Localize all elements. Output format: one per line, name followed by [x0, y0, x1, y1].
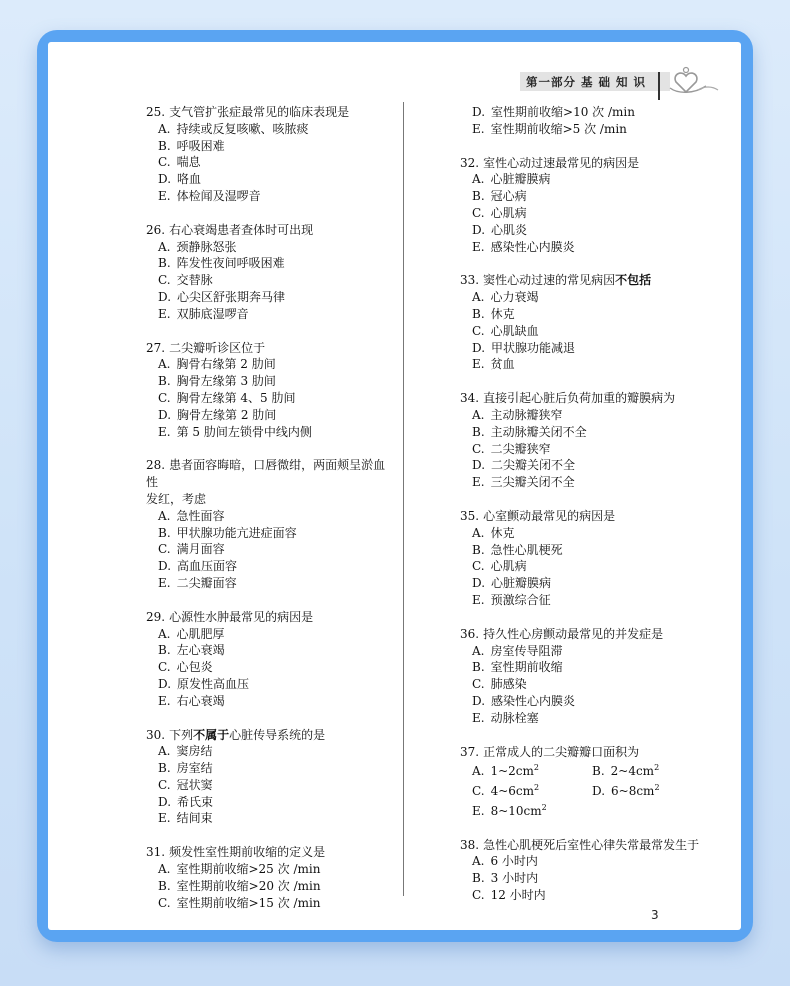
left-column [146, 104, 396, 928]
stem-text: 右心衰竭患者查体时可出现 [169, 222, 314, 237]
option-letter: B. [158, 374, 171, 389]
emphasis-text: 不属于 [193, 727, 230, 742]
answer-option [460, 853, 730, 870]
stem-text: 持久性心房颤动最常见的并发症是 [483, 626, 664, 641]
question-item [146, 844, 396, 911]
option-letter: C. [472, 441, 485, 456]
answer-option [460, 104, 730, 121]
option-letter: C. [158, 155, 171, 170]
option-letter: C. [158, 777, 171, 792]
option-text: 主动脉瓣关闭不全 [490, 424, 587, 439]
option-letter: B. [158, 256, 171, 271]
option-text: 冠心病 [490, 189, 527, 204]
question-stem [460, 155, 730, 172]
answer-option [460, 474, 730, 491]
option-letter: B. [158, 643, 171, 658]
superscript: 2 [541, 802, 547, 812]
question-number: 38. [460, 837, 480, 852]
option-letter: B. [158, 138, 171, 153]
question-item [146, 222, 396, 323]
option-text: 心脏瓣膜病 [491, 576, 552, 591]
question-number: 37. [460, 744, 480, 759]
answer-option [146, 878, 396, 895]
answer-option [146, 558, 396, 575]
superscript: 2 [654, 783, 660, 793]
option-letter: A. [472, 643, 485, 658]
question-item [146, 104, 396, 205]
option-letter: A. [158, 862, 171, 877]
answer-option [146, 407, 396, 424]
question-stem-continued: 发红，考虑 [146, 491, 207, 506]
answer-option [460, 710, 730, 727]
option-text: 胸骨左缘第 4、5 肋间 [176, 390, 296, 405]
question-item [460, 155, 730, 256]
option-letter: D. [158, 407, 172, 422]
option-letter: D. [158, 676, 172, 691]
option-text: 结间束 [176, 811, 213, 826]
answer-option [460, 239, 730, 256]
option-text: 三尖瓣关闭不全 [490, 475, 575, 490]
column-divider [403, 102, 404, 896]
stem-text: 患者面容晦暗，口唇微绀，两面颊呈淤血性 [146, 458, 386, 490]
option-text: 心脏瓣膜病 [490, 172, 551, 187]
option-letter: E. [472, 710, 485, 725]
question-stem [146, 609, 396, 626]
section-header: 第一部分 基 础 知 识 [526, 75, 647, 89]
option-letter: B. [472, 660, 485, 675]
answer-option [146, 424, 396, 441]
stem-text: 直接引起心脏后负荷加重的瓣膜病为 [483, 391, 676, 406]
answer-option [460, 441, 730, 458]
superscript: 2 [534, 783, 540, 793]
option-text: 急性面容 [176, 508, 225, 523]
question-stem [146, 104, 396, 121]
answer-option [460, 558, 730, 575]
question-stem [146, 457, 396, 491]
answer-option [460, 222, 730, 239]
question-number: 26. [146, 222, 166, 237]
option-letter: A. [158, 357, 171, 372]
answer-option [460, 289, 730, 306]
option-text: 心包炎 [176, 660, 213, 675]
question-stem [460, 744, 730, 761]
answer-option [146, 642, 396, 659]
option-text: 心肌病 [490, 205, 527, 220]
option-text: 休克 [490, 525, 515, 540]
option-text: 高血压面容 [177, 559, 238, 574]
option-letter: D. [592, 784, 606, 799]
stem-text: 心源性水肿最常见的病因是 [169, 609, 314, 624]
answer-option [472, 780, 592, 800]
question-stem [460, 626, 730, 643]
option-text: 颈静脉怒张 [176, 239, 237, 254]
option-text: 室性期前收缩 [490, 660, 563, 675]
answer-option [146, 810, 396, 827]
stem-text: 急性心肌梗死后室性心律失常最常发生于 [483, 837, 700, 852]
question-number: 36. [460, 626, 480, 641]
answer-option [146, 121, 396, 138]
option-text: 心肌肥厚 [176, 626, 225, 641]
question-stem [146, 222, 396, 239]
answer-option [146, 508, 396, 525]
option-text: 体检闻及湿啰音 [176, 188, 261, 203]
option-text: 第 5 肋间左锁骨中线内侧 [176, 424, 312, 439]
option-text: 室性期前收缩>15 次 /min [176, 895, 321, 910]
answer-option [146, 154, 396, 171]
answer-option [460, 643, 730, 660]
question-number: 29. [146, 609, 166, 624]
option-text: 阵发性夜间呼吸困难 [176, 256, 285, 271]
option-letter: C. [158, 660, 171, 675]
question-stem [146, 844, 396, 861]
answer-option [460, 457, 730, 474]
option-text: 休克 [490, 306, 515, 321]
stem-text: 支气管扩张症最常见的临床表现是 [169, 105, 350, 119]
option-text: 6~8cm [611, 784, 655, 799]
option-letter: E. [472, 239, 485, 254]
option-letter: D. [158, 172, 172, 187]
answer-option [460, 121, 730, 138]
answer-option [146, 895, 396, 912]
answer-option [460, 356, 730, 373]
emphasis-text: 不包括 [615, 273, 652, 288]
stem-text: 室性心动过速最常见的病因是 [483, 155, 640, 170]
option-letter: E. [472, 475, 485, 490]
option-letter: A. [158, 239, 171, 254]
question-stem [460, 272, 730, 289]
answer-option [460, 870, 730, 887]
option-text: 二尖瓣狭窄 [490, 441, 551, 456]
option-text: 胸骨右缘第 2 肋间 [176, 357, 276, 372]
answer-option [460, 407, 730, 424]
option-letter: C. [158, 542, 171, 557]
answer-option [460, 575, 730, 592]
option-letter: D. [472, 576, 486, 591]
option-letter: C. [472, 323, 485, 338]
option-letter: D. [472, 105, 486, 119]
option-letter: E. [472, 803, 485, 818]
stem-text: 正常成人的二尖瓣瓣口面积为 [483, 744, 640, 759]
stem-text: 频发性室性期前收缩的定义是 [169, 845, 326, 860]
answer-option [146, 255, 396, 272]
option-text: 交替脉 [176, 273, 213, 288]
option-text: 呼吸困难 [176, 138, 225, 153]
page-number: 3 [651, 908, 659, 922]
option-letter: B. [472, 542, 485, 557]
option-text: 双肺底湿啰音 [176, 306, 249, 321]
question-item [146, 457, 396, 591]
option-letter: B. [158, 525, 171, 540]
option-text: 3 小时内 [490, 871, 539, 886]
question-number: 34. [460, 391, 480, 406]
option-letter: A. [158, 626, 171, 641]
option-letter: E. [158, 424, 171, 439]
answer-option [472, 800, 592, 820]
option-text: 室性期前收缩>10 次 /min [491, 105, 635, 119]
answer-option [460, 693, 730, 710]
question-continuation [460, 104, 730, 138]
option-text: 窦房结 [176, 744, 213, 759]
option-letter: B. [472, 189, 485, 204]
option-letter: C. [158, 895, 171, 910]
option-text: 6 小时内 [490, 854, 538, 869]
option-letter: C. [158, 390, 171, 405]
option-letter: A. [472, 290, 485, 305]
option-text: 胸骨左缘第 3 肋间 [176, 374, 276, 389]
option-letter: C. [472, 559, 485, 574]
option-letter: C. [472, 784, 485, 799]
question-stem [146, 727, 396, 744]
option-letter: E. [472, 592, 485, 607]
option-letter: D. [158, 794, 172, 809]
answer-option [460, 171, 730, 188]
stem-text: 心室颤动最常见的病因是 [483, 508, 616, 523]
question-stem [460, 390, 730, 407]
option-text: 1~2cm [490, 764, 534, 779]
question-stem [460, 837, 730, 854]
option-text: 动脉栓塞 [490, 710, 539, 725]
option-text: 希氏束 [177, 794, 214, 809]
question-number: 31. [146, 845, 166, 860]
stem-text: 二尖瓣听诊区位于 [169, 340, 266, 355]
answer-option [146, 693, 396, 710]
option-letter: A. [472, 172, 485, 187]
answer-option [146, 188, 396, 205]
answer-option [146, 356, 396, 373]
question-item [460, 626, 730, 727]
answer-option [146, 272, 396, 289]
answer-option [146, 306, 396, 323]
stem-text: 下列 [169, 727, 194, 742]
option-text: 室性期前收缩>25 次 /min [176, 862, 321, 877]
option-letter: E. [472, 121, 485, 136]
answer-option [460, 340, 730, 357]
answer-option [146, 794, 396, 811]
option-text: 4~6cm [490, 784, 535, 799]
option-text: 喘息 [176, 155, 201, 170]
option-letter: D. [472, 693, 486, 708]
question-item [146, 340, 396, 441]
question-stem [146, 340, 396, 357]
answer-option [146, 171, 396, 188]
option-letter: A. [472, 525, 485, 540]
option-letter: E. [158, 811, 171, 826]
option-text: 满月面容 [176, 542, 225, 557]
option-text: 预激综合征 [490, 592, 551, 607]
option-letter: C. [472, 205, 485, 220]
option-letter: D. [472, 458, 486, 473]
superscript: 2 [654, 763, 660, 773]
answer-option [146, 777, 396, 794]
heart-hands-logo-icon [662, 64, 722, 98]
question-item [460, 508, 730, 609]
option-text: 心力衰竭 [490, 290, 539, 305]
option-letter: D. [472, 222, 486, 237]
question-number: 35. [460, 508, 480, 523]
option-text: 房室结 [176, 761, 213, 776]
question-item [460, 272, 730, 373]
option-text: 心肌病 [490, 559, 527, 574]
answer-option [460, 542, 730, 559]
question-item [460, 837, 730, 904]
option-letter: A. [158, 744, 171, 759]
option-letter: B. [158, 878, 171, 893]
answer-option [146, 626, 396, 643]
option-text: 左心衰竭 [176, 643, 225, 658]
option-text: 甲状腺功能亢进症面容 [176, 525, 297, 540]
option-text: 二尖瓣面容 [176, 575, 237, 590]
option-letter: B. [158, 761, 171, 776]
option-text: 2~4cm [610, 764, 655, 779]
option-text: 急性心肌梗死 [490, 542, 563, 557]
answer-option [146, 289, 396, 306]
option-text: 原发性高血压 [177, 676, 250, 691]
superscript: 2 [533, 763, 540, 773]
answer-option [592, 780, 712, 800]
answer-option [460, 659, 730, 676]
answer-option [460, 887, 730, 904]
answer-option [460, 525, 730, 542]
option-text: 咯血 [177, 172, 202, 187]
answer-option [146, 239, 396, 256]
answer-option [146, 743, 396, 760]
answer-option [146, 659, 396, 676]
option-text: 肺感染 [490, 677, 527, 692]
document-page [48, 42, 741, 930]
option-letter: C. [158, 273, 171, 288]
option-letter: B. [592, 764, 605, 779]
answer-option [146, 575, 396, 592]
option-letter: D. [158, 289, 172, 304]
answer-option [146, 138, 396, 155]
option-letter: C. [472, 677, 485, 692]
option-text: 8~10cm [490, 803, 542, 818]
option-letter: E. [158, 188, 171, 203]
option-letter: A. [158, 121, 171, 136]
option-letter: B. [472, 306, 485, 321]
option-letter: B. [472, 871, 485, 886]
question-number: 30. [146, 727, 166, 742]
answer-option [460, 205, 730, 222]
option-text: 甲状腺功能减退 [491, 340, 576, 355]
option-text: 室性期前收缩>20 次 /min [176, 878, 321, 893]
option-letter: E. [158, 575, 171, 590]
option-text: 主动脉瓣狭窄 [490, 407, 563, 422]
option-text: 冠状窦 [176, 777, 213, 792]
answer-option [146, 676, 396, 693]
question-number: 25. [146, 105, 166, 119]
option-letter: E. [472, 357, 485, 372]
question-number: 33. [460, 273, 480, 288]
option-letter: E. [158, 693, 171, 708]
option-text: 感染性心内膜炎 [490, 239, 575, 254]
header-separator [658, 72, 660, 100]
question-number: 32. [460, 155, 480, 170]
option-letter: A. [472, 764, 485, 779]
option-letter: D. [472, 340, 486, 355]
answer-option [460, 188, 730, 205]
answer-option [460, 306, 730, 323]
question-stem [460, 508, 730, 525]
answer-option [146, 541, 396, 558]
option-text: 心尖区舒张期奔马律 [177, 289, 286, 304]
option-text: 右心衰竭 [176, 693, 225, 708]
option-letter: A. [472, 407, 485, 422]
right-column [460, 104, 730, 921]
option-text: 心肌缺血 [490, 323, 539, 338]
option-text: 二尖瓣关闭不全 [491, 458, 576, 473]
option-letter: A. [472, 854, 485, 869]
answer-option [146, 861, 396, 878]
answer-option [472, 760, 592, 780]
option-letter: D. [158, 559, 172, 574]
question-item [460, 744, 730, 820]
question-number: 28. [146, 458, 166, 473]
option-letter: C. [472, 888, 485, 903]
answer-option [146, 525, 396, 542]
option-text: 心肌炎 [491, 222, 528, 237]
answer-option [460, 592, 730, 609]
option-grid [460, 760, 730, 819]
option-text: 12 小时内 [490, 888, 546, 903]
option-text: 胸骨左缘第 2 肋间 [177, 407, 277, 422]
option-text: 持续或反复咳嗽、咳脓痰 [176, 121, 309, 136]
option-text: 房室传导阻滞 [490, 643, 563, 658]
option-text: 贫血 [490, 357, 515, 372]
option-text: 感染性心内膜炎 [491, 693, 576, 708]
question-item [146, 727, 396, 828]
stem-text: 心脏传导系统的是 [229, 727, 326, 742]
question-item [146, 609, 396, 710]
option-letter: B. [472, 424, 485, 439]
answer-option [146, 760, 396, 777]
question-item [460, 390, 730, 491]
answer-option [460, 323, 730, 340]
answer-option [460, 676, 730, 693]
option-letter: A. [158, 508, 171, 523]
answer-option [460, 424, 730, 441]
option-letter: E. [158, 306, 171, 321]
answer-option [592, 760, 712, 780]
stem-text: 窦性心动过速的常见病因 [483, 273, 616, 288]
answer-option [146, 390, 396, 407]
option-text: 室性期前收缩>5 次 /min [490, 121, 627, 136]
question-number: 27. [146, 340, 166, 355]
answer-option [146, 373, 396, 390]
